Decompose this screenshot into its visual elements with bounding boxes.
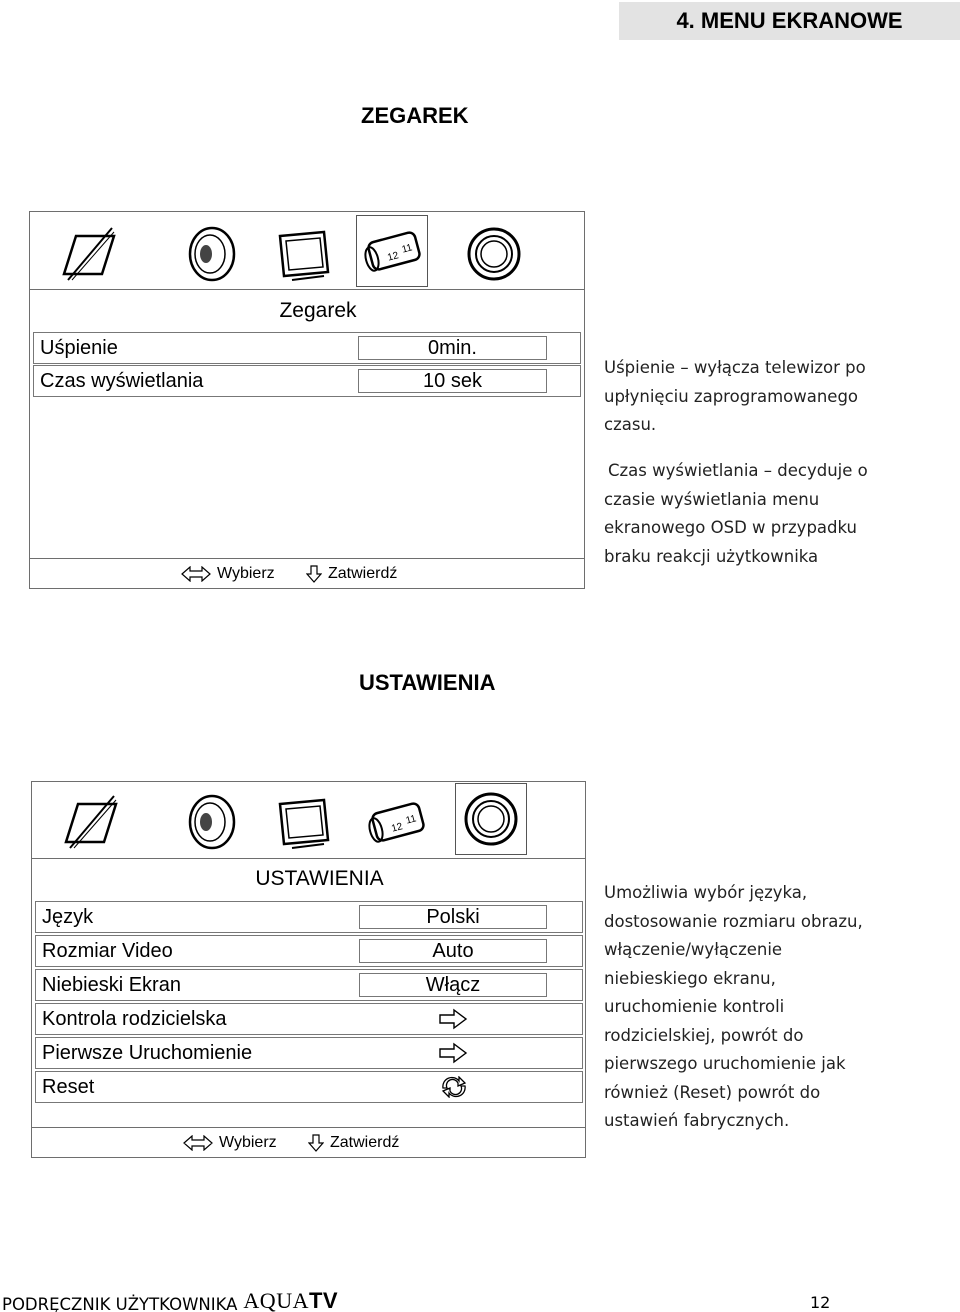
zegarek-description-display-time: Czas wyświetlania – decyduje o czasie wyświetlania menu ekranowego OSD w przypadku braku reakcji użytkownika	[604, 461, 868, 566]
hint-select	[183, 1134, 277, 1152]
clock-icon[interactable]	[356, 215, 428, 287]
osd-footer	[30, 558, 584, 588]
row-label: Niebieski Ekran	[42, 973, 181, 996]
hint-confirm	[306, 565, 397, 583]
osd-row-first-run[interactable]	[35, 1037, 583, 1069]
tv-icon[interactable]	[268, 786, 340, 858]
left-right-arrow-icon	[183, 1135, 213, 1151]
chapter-title: 4. MENU EKRANOWE	[619, 2, 960, 40]
osd-menu-ustawienia	[31, 781, 586, 1158]
svg-text:11: 11	[400, 242, 414, 256]
row-label: Rozmiar Video	[42, 939, 173, 962]
sound-icon[interactable]	[176, 786, 248, 858]
section-title-ustawienia: USTAWIENIA	[359, 670, 496, 695]
hint-select-label: Wybierz	[219, 1134, 277, 1151]
picture-icon[interactable]	[52, 218, 124, 290]
hint-confirm-label: Zatwierdź	[330, 1134, 400, 1151]
hint-select-label: Wybierz	[217, 565, 275, 582]
osd-menu-zegarek	[29, 211, 585, 589]
tv-icon[interactable]	[268, 218, 340, 290]
svg-text:12: 12	[386, 250, 400, 264]
left-right-arrow-icon	[181, 566, 211, 582]
osd-row-parental-control[interactable]	[35, 1003, 583, 1035]
row-label: Uśpienie	[40, 336, 118, 359]
video-size-value[interactable]: Auto	[359, 939, 547, 963]
row-label: Czas wyświetlania	[40, 369, 204, 392]
clock-icon[interactable]	[360, 786, 432, 858]
section-title-zegarek: ZEGAREK	[361, 103, 469, 128]
svg-text:12: 12	[390, 821, 404, 835]
page-footer	[2, 1288, 338, 1312]
page-number: 12	[810, 1293, 831, 1312]
svg-text:11: 11	[404, 813, 418, 827]
ustawienia-description: Umożliwia wybór języka, dostosowanie rozmiaru obrazu, włączenie/wyłączenie niebieskiego ekranu, uruchomienie kontroli rodzicielskiej, powrót do pierwszego uruchomienie jak również (Reset) powrót do ustawień fabrycznych.	[604, 883, 863, 1130]
blue-screen-value[interactable]: Włącz	[359, 973, 547, 997]
sound-icon[interactable]	[176, 218, 248, 290]
language-value[interactable]: Polski	[359, 905, 547, 929]
row-label: Kontrola rodzicielska	[42, 1007, 227, 1030]
arrow-right-icon[interactable]	[438, 1042, 468, 1064]
manual-title: PODRĘCZNIK UŻYTKOWNIKA	[2, 1295, 238, 1312]
osd-heading: Zegarek	[279, 299, 357, 322]
arrow-right-icon[interactable]	[438, 1008, 468, 1030]
hint-confirm-label: Zatwierdź	[328, 565, 398, 582]
down-arrow-icon	[308, 1134, 324, 1152]
zegarek-description-sleep: Uśpienie – wyłącza telewizor po upłynięciu zaprogramowanego czasu.	[604, 358, 866, 434]
brand-logo: AQUATV	[243, 1288, 339, 1312]
osd-icon-bar	[30, 212, 584, 290]
row-label: Reset	[42, 1075, 95, 1098]
hint-select	[181, 565, 275, 583]
row-label: Język	[42, 905, 94, 928]
osd-heading: USTAWIENIA	[255, 867, 384, 890]
hint-confirm	[308, 1134, 399, 1152]
picture-icon[interactable]	[54, 786, 126, 858]
reset-icon[interactable]	[439, 1076, 469, 1098]
sleep-value[interactable]: 0min.	[358, 336, 547, 360]
osd-row-reset[interactable]	[35, 1071, 583, 1103]
down-arrow-icon	[306, 565, 322, 583]
settings-ring-icon[interactable]	[458, 218, 530, 290]
settings-ring-icon[interactable]	[455, 783, 527, 855]
osd-footer	[32, 1127, 585, 1157]
row-label: Pierwsze Uruchomienie	[42, 1041, 253, 1064]
osd-icon-bar	[32, 782, 585, 859]
display-time-value[interactable]: 10 sek	[358, 369, 547, 393]
